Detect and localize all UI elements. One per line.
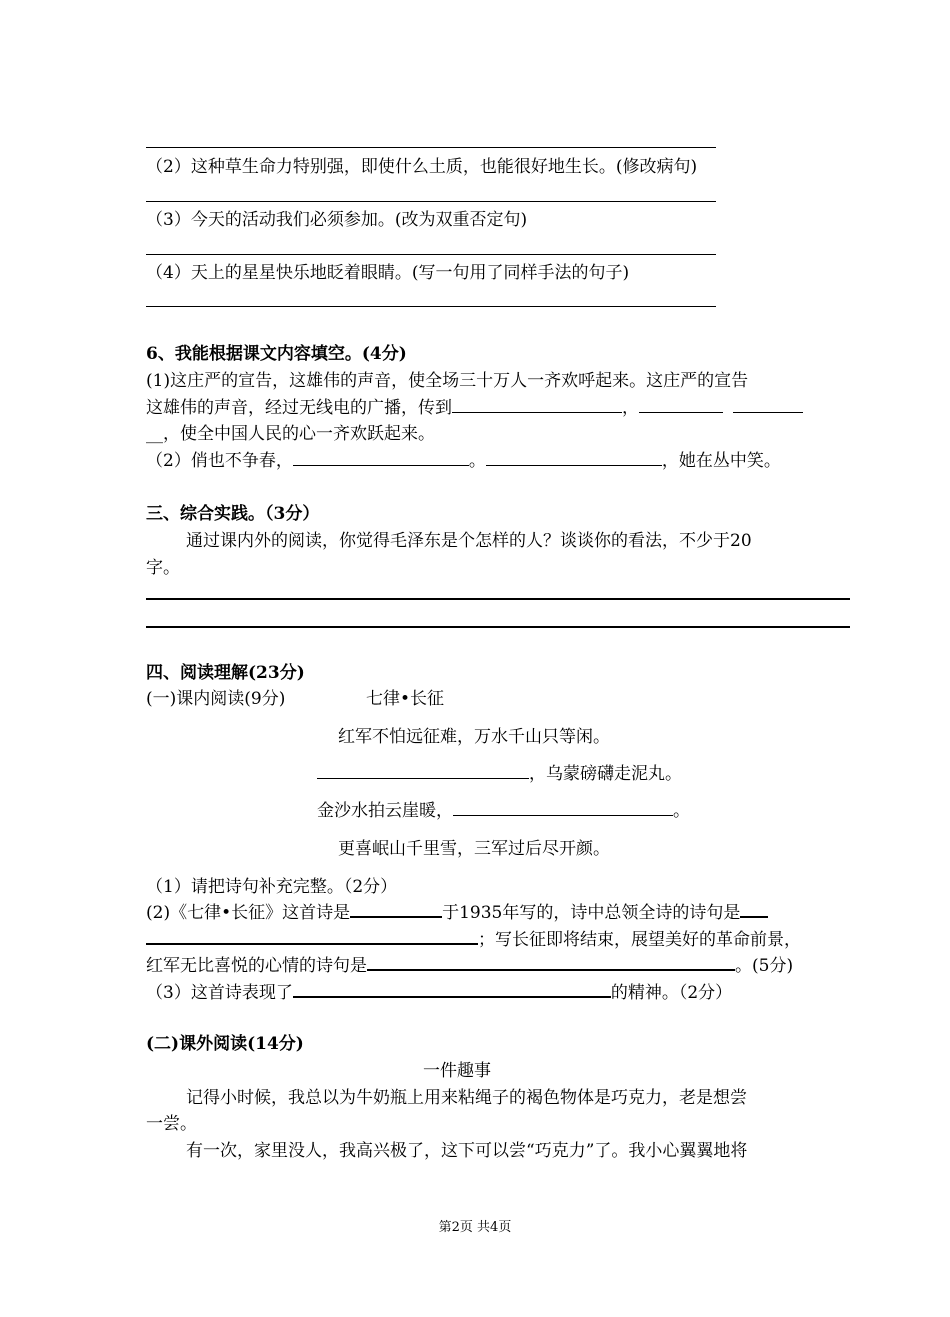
fill-blank[interactable] bbox=[733, 398, 803, 413]
question-2-line-2 bbox=[146, 929, 801, 951]
question-2-line-3 bbox=[146, 955, 793, 977]
answer-line[interactable] bbox=[146, 626, 850, 628]
question-1: （1）请把诗句补充完整。（2分） bbox=[146, 877, 398, 897]
question-2-text: (2)《七律•长征》这首诗是 bbox=[146, 903, 351, 923]
q5-item-3: （3）今天的活动我们必须参加。(改为双重否定句) bbox=[146, 210, 528, 230]
section-3-title: 三、综合实践。（3分） bbox=[146, 504, 320, 524]
fill-blank[interactable] bbox=[367, 955, 735, 971]
question-2-mid: 于1935年写的，诗中总领全诗的诗句是 bbox=[442, 903, 741, 923]
section-3-prompt-end: 字。 bbox=[146, 558, 180, 578]
q6-comma: ， bbox=[622, 398, 639, 418]
question-2-line-3-text: 红军无比喜悦的心情的诗句是 bbox=[146, 956, 367, 976]
q6-period: 。 bbox=[468, 451, 486, 471]
question-3-text: （3）这首诗表现了 bbox=[146, 983, 293, 1003]
poem-line-2 bbox=[317, 763, 682, 785]
section-4-title: 四、阅读理解(23分) bbox=[146, 663, 305, 683]
fill-blank[interactable] bbox=[317, 764, 529, 779]
section-3-prompt: 通过课内外的阅读，你觉得毛泽东是个怎样的人？谈谈你的看法，不少于20 bbox=[186, 531, 752, 551]
poem-title: 七律•长征 bbox=[366, 689, 445, 709]
story-title: 一件趣事 bbox=[423, 1061, 491, 1081]
fill-blank[interactable] bbox=[293, 451, 469, 466]
answer-line[interactable] bbox=[146, 147, 716, 148]
poem-line-3-end: 。 bbox=[673, 801, 690, 821]
story-paragraph-1-end: 一尝。 bbox=[146, 1114, 197, 1134]
page-footer: 第2页 共4页 bbox=[438, 1220, 512, 1235]
answer-line[interactable] bbox=[146, 254, 716, 255]
q5-item-4: （4）天上的星星快乐地眨着眼睛。(写一句用了同样手法的句子) bbox=[146, 263, 630, 283]
answer-line[interactable] bbox=[146, 201, 716, 202]
fill-blank[interactable] bbox=[452, 398, 622, 413]
answer-line[interactable] bbox=[146, 598, 850, 600]
q6-line-4-end: ，她在丛中笑。 bbox=[661, 451, 781, 471]
fill-blank[interactable] bbox=[146, 929, 478, 945]
question-2-line-2-text: ；写长征即将结束，展望美好的革命前景， bbox=[478, 930, 801, 950]
fill-blank[interactable] bbox=[639, 398, 723, 413]
fill-blank[interactable] bbox=[293, 982, 611, 998]
poem-line-4: 更喜岷山千里雪，三军过后尽开颜。 bbox=[338, 839, 610, 859]
q6-line-3: __，使全中国人民的心一齐欢跃起来。 bbox=[146, 424, 435, 444]
poem-line-3 bbox=[317, 800, 690, 822]
question-2 bbox=[146, 902, 768, 924]
question-3-end: 的精神。（2分） bbox=[610, 983, 733, 1003]
fill-blank[interactable] bbox=[453, 801, 673, 816]
q6-line-2 bbox=[146, 397, 803, 419]
fill-blank[interactable] bbox=[740, 902, 768, 918]
poem-line-2-text: ，乌蒙磅礴走泥丸。 bbox=[529, 764, 682, 784]
q6-line-4 bbox=[146, 450, 781, 472]
q6-line-4-text: （2）俏也不争春， bbox=[146, 451, 293, 471]
fill-blank[interactable] bbox=[350, 902, 442, 918]
question-3 bbox=[146, 982, 732, 1004]
poem-line-1: 红军不怕远征难，万水千山只等闲。 bbox=[338, 727, 610, 747]
q6-line-1: (1)这庄严的宣告，这雄伟的声音，使全场三十万人一齐欢呼起来。这庄严的宣告 bbox=[146, 371, 749, 391]
q5-item-2: （2）这种草生命力特别强，即使什么土质，也能很好地生长。(修改病句) bbox=[146, 157, 698, 177]
question-2-line-3-end: 。(5分) bbox=[735, 956, 794, 976]
q6-line-2-text: 这雄伟的声音，经过无线电的广播，传到 bbox=[146, 398, 452, 418]
story-paragraph-2: 有一次，家里没人，我高兴极了，这下可以尝“巧克力”了。我小心翼翼地将 bbox=[186, 1141, 748, 1161]
fill-blank[interactable] bbox=[486, 451, 662, 466]
story-paragraph-1: 记得小时候，我总以为牛奶瓶上用来粘绳子的褐色物体是巧克力，老是想尝 bbox=[186, 1088, 747, 1108]
q6-title: 6、我能根据课文内容填空。(4分) bbox=[146, 344, 407, 364]
poem-line-3-text: 金沙水拍云崖暖， bbox=[317, 801, 453, 821]
part-2-label: (二)课外阅读(14分) bbox=[146, 1034, 304, 1054]
answer-line[interactable] bbox=[146, 306, 716, 307]
part-1-label: (一)课内阅读(9分) bbox=[146, 689, 286, 709]
